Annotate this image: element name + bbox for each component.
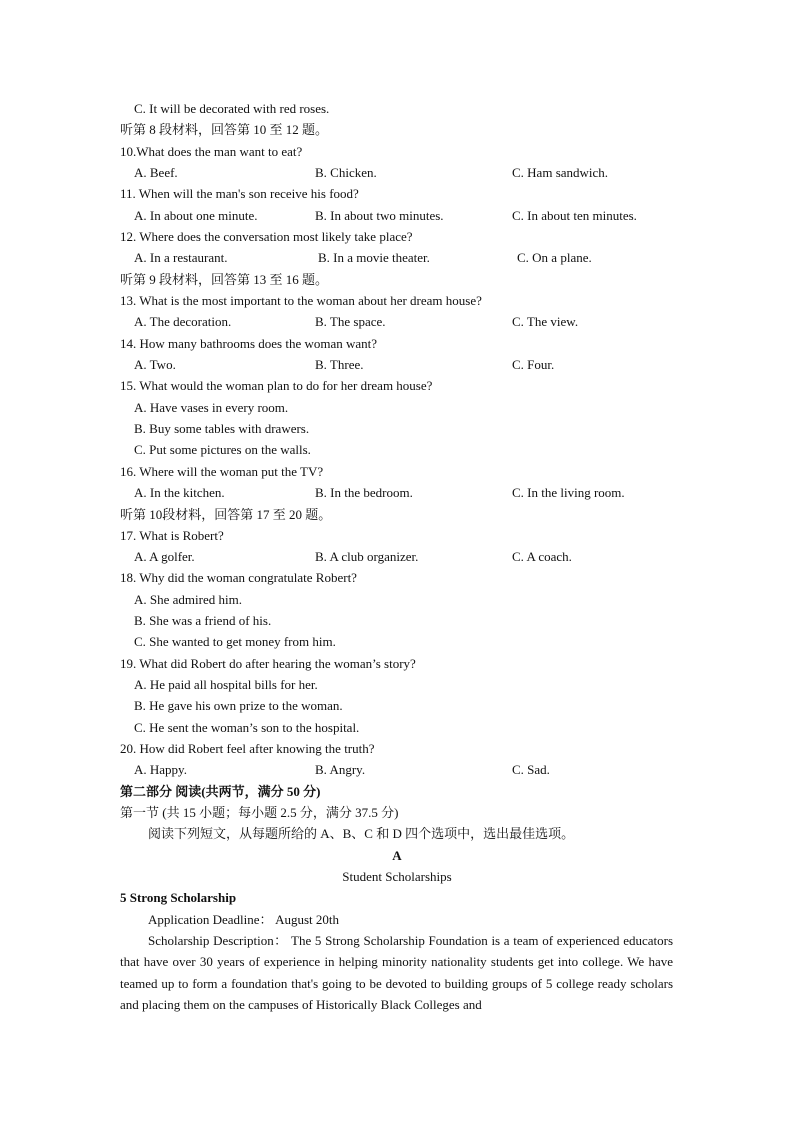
q11-stem: 11. When will the man's son receive his food? [120, 186, 359, 201]
q11-option-c: C. In about ten minutes. [512, 208, 637, 223]
passage-title: Student Scholarships [342, 869, 452, 884]
q9-option-c: C. It will be decorated with red roses. [134, 101, 330, 116]
q20-option-a: A. Happy. [134, 762, 187, 777]
q13-option-a: A. The decoration. [134, 314, 232, 329]
section-one-heading: 第一节 (共 15 小题；每小题 2.5 分，满分 37.5 分) [120, 805, 399, 820]
reading-instructions: 阅读下列短文，从每题所给的 A、B、C 和 D 四个选项中，选出最佳选项。 [148, 826, 575, 841]
q14-stem: 14. How many bathrooms does the woman want? [120, 336, 378, 351]
q19-option-b: B. He gave his own prize to the woman. [134, 698, 343, 713]
scholarship-description: Scholarship Description： The 5 Strong Scholarship Foundation is a team of experienced educators that have over 30 years of experience in helping minority nationality students get into college. We have teamed up to form a foundation that's going to be devoted to building groups of 5 college ready scholars and placing them on the campuses of Historically Black Colleges and [120, 933, 673, 1013]
q11-option-b: B. In about two minutes. [315, 208, 444, 223]
q18-option-b: B. She was a friend of his. [134, 613, 272, 628]
section-heading-10: 听第 10段材料，回答第 17 至 20 题。 [120, 507, 332, 522]
q13-stem: 13. What is the most important to the woman about her dream house? [120, 293, 482, 308]
q18-option-c: C. She wanted to get money from him. [134, 634, 336, 649]
section-heading-8: 听第 8 段材料，回答第 10 至 12 题。 [120, 122, 329, 137]
q16-option-a: A. In the kitchen. [134, 485, 225, 500]
q14-option-c: C. Four. [512, 357, 555, 372]
q20-option-b: B. Angry. [315, 762, 366, 777]
q10-option-c: C. Ham sandwich. [512, 165, 609, 180]
q20-stem: 20. How did Robert feel after knowing the truth? [120, 741, 375, 756]
q17-option-a: A. A golfer. [134, 549, 195, 564]
q12-option-b: B. In a movie theater. [318, 250, 430, 265]
q19-option-a: A. He paid all hospital bills for her. [134, 677, 318, 692]
q16-option-b: B. In the bedroom. [315, 485, 413, 500]
q18-stem: 18. Why did the woman congratulate Robert? [120, 570, 357, 585]
q13-option-c: C. The view. [512, 314, 579, 329]
q14-option-a: A. Two. [134, 357, 176, 372]
q17-stem: 17. What is Robert? [120, 528, 224, 543]
q10-stem: 10.What does the man want to eat? [120, 144, 303, 159]
section-heading-9: 听第 9 段材料，回答第 13 至 16 题。 [120, 272, 329, 287]
q12-option-a: A. In a restaurant. [134, 250, 228, 265]
q12-option-c: C. On a plane. [517, 250, 592, 265]
q19-stem: 19. What did Robert do after hearing the woman’s story? [120, 656, 416, 671]
q20-option-c: C. Sad. [512, 762, 550, 777]
q17-option-b: B. A club organizer. [315, 549, 419, 564]
q16-stem: 16. Where will the woman put the TV? [120, 464, 324, 479]
q10-option-a: A. Beef. [134, 165, 178, 180]
q11-option-a: A. In about one minute. [134, 208, 258, 223]
q15-stem: 15. What would the woman plan to do for her dream house? [120, 378, 433, 393]
q19-option-c: C. He sent the woman’s son to the hospital. [134, 720, 360, 735]
q12-stem: 12. Where does the conversation most likely take place? [120, 229, 413, 244]
passage-letter: A [392, 848, 402, 863]
q15-option-c: C. Put some pictures on the walls. [134, 442, 311, 457]
q15-option-a: A. Have vases in every room. [134, 400, 289, 415]
part-two-heading: 第二部分 阅读(共两节，满分 50 分) [120, 784, 321, 799]
q18-option-a: A. She admired him. [134, 592, 242, 607]
q14-option-b: B. Three. [315, 357, 364, 372]
application-deadline: Application Deadline： August 20th [148, 912, 340, 927]
q16-option-c: C. In the living room. [512, 485, 625, 500]
q15-option-b: B. Buy some tables with drawers. [134, 421, 310, 436]
q17-option-c: C. A coach. [512, 549, 572, 564]
scholarship-name: 5 Strong Scholarship [120, 890, 237, 905]
q10-option-b: B. Chicken. [315, 165, 377, 180]
q13-option-b: B. The space. [315, 314, 386, 329]
